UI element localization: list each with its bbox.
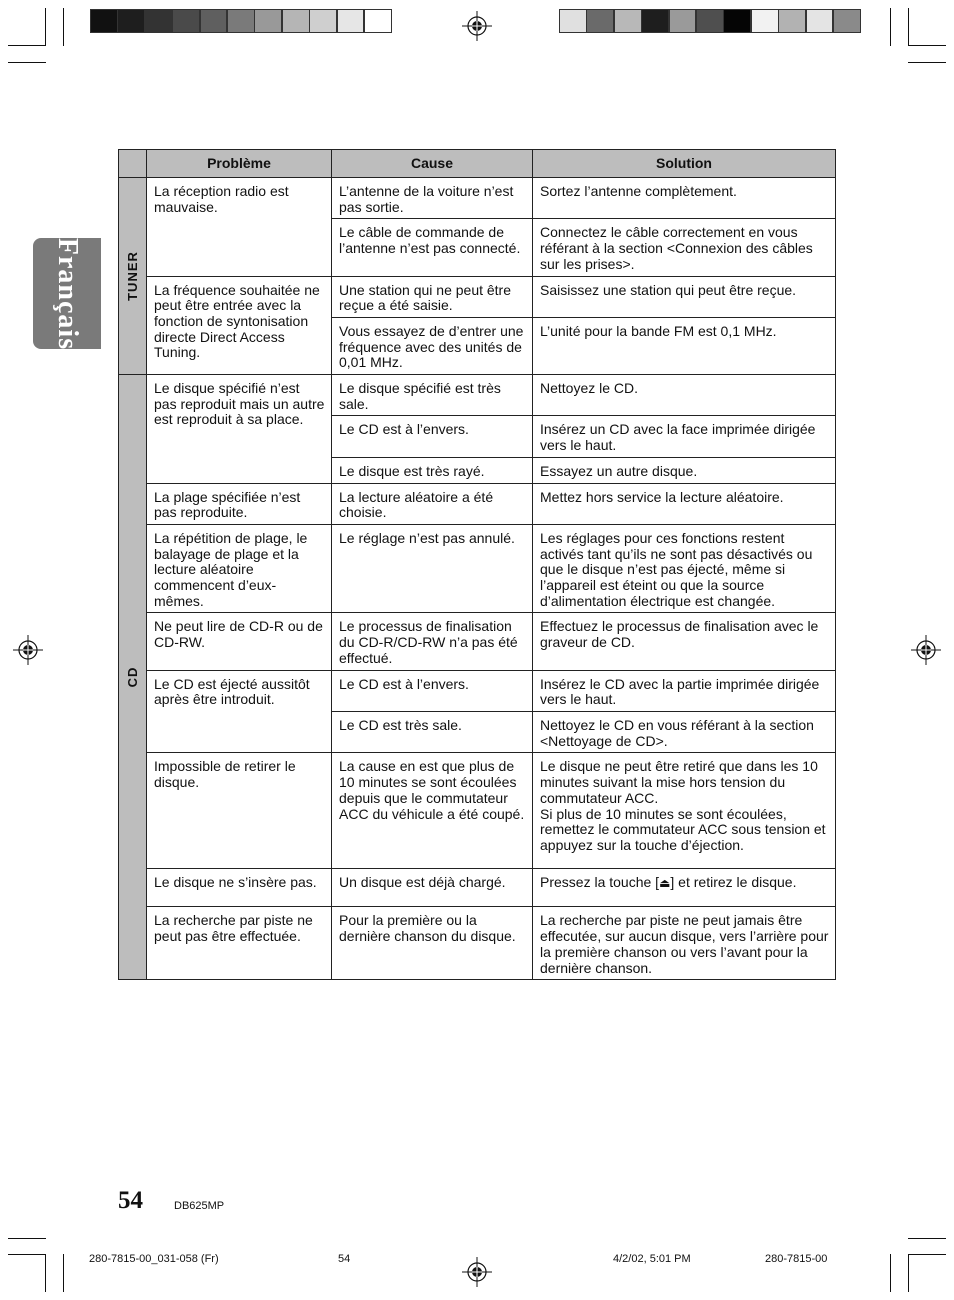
- file-info: 280-7815-00_031-058 (Fr): [89, 1253, 219, 1265]
- cause-cell: Le disque spécifié est très sale.: [332, 375, 533, 416]
- language-tab-label: Français: [52, 237, 83, 350]
- problem-cell: La fréquence souhaitée ne peut être entrée avec la fonction de syntonisation directe Direct Access Tuning.: [147, 276, 332, 375]
- color-swatch: [309, 9, 337, 33]
- color-swatch: [641, 9, 669, 33]
- solution-text-suffix: ] et retirez le disque.: [670, 874, 797, 891]
- page-number: 54: [118, 1187, 143, 1214]
- solution-cell: Mettez hors service la lecture aléatoire.: [533, 483, 836, 524]
- cause-cell: La cause en est que plus de 10 minutes se sont écoulées depuis que le commutateur ACC du véhicule a été coupé.: [332, 753, 533, 869]
- problem-cell: Impossible de retirer le disque.: [147, 753, 332, 869]
- table-row: [119, 613, 836, 670]
- solution-cell: Saisissez une station qui peut être reçue.: [533, 276, 836, 317]
- solution-cell: Nettoyez le CD en vous référant à la section <Nettoyage de CD>.: [533, 711, 836, 752]
- color-swatch: [254, 9, 282, 33]
- problem-cell: La plage spécifiée n’est pas reproduite.: [147, 483, 332, 524]
- solution-cell: Essayez un autre disque.: [533, 457, 836, 483]
- color-swatch: [282, 9, 310, 33]
- problem-cell: Le CD est éjecté aussitôt après être introduit.: [147, 670, 332, 753]
- color-swatch: [145, 9, 173, 33]
- solution-cell: La recherche par piste ne peut jamais être effecutée, sur aucun disque, vers l’arrière pour la première chanson ou vers l’avant pour la dernière chanson.: [533, 907, 836, 980]
- sheet-number: 54: [338, 1253, 351, 1265]
- color-swatch: [227, 9, 255, 33]
- solution-cell: Connectez le câble correctement en vous référant à la section <Connexion des câbles sur les prises>.: [533, 219, 836, 276]
- print-timestamp: 4/2/02, 5:01 PM: [613, 1253, 691, 1265]
- column-header-problem: Problème: [147, 150, 332, 178]
- problem-cell: Le disque spécifié n’est pas reproduit mais un autre est reproduit à sa place.: [147, 375, 332, 484]
- solution-cell: Sortez l’antenne complètement.: [533, 178, 836, 219]
- color-swatch: [806, 9, 834, 33]
- solution-cell: [533, 753, 836, 869]
- troubleshooting-table: [118, 149, 836, 980]
- color-swatch: [200, 9, 228, 33]
- color-swatch: [172, 9, 200, 33]
- problem-cell: Le disque ne s’insère pas.: [147, 869, 332, 907]
- color-swatch: [751, 9, 779, 33]
- table-row: [119, 375, 836, 416]
- cause-cell: Le CD est à l’envers.: [332, 416, 533, 457]
- problem-cell: La recherche par piste ne peut pas être effectuée.: [147, 907, 332, 980]
- color-swatch: [833, 9, 861, 33]
- registration-mark-icon: [911, 635, 941, 665]
- cause-cell: Le réglage n’est pas annulé.: [332, 524, 533, 613]
- cause-cell: Le CD est très sale.: [332, 711, 533, 752]
- eject-icon: ⏏: [659, 876, 671, 891]
- table-row: [119, 483, 836, 524]
- column-header-solution: Solution: [533, 150, 836, 178]
- table-row: [119, 670, 836, 711]
- column-header-cause: Cause: [332, 150, 533, 178]
- solution-text-prefix: Pressez la touche [: [540, 874, 660, 891]
- color-swatch: [669, 9, 697, 33]
- part-number: 280-7815-00: [765, 1253, 828, 1265]
- table-corner-cell: [119, 150, 147, 178]
- color-swatch: [364, 9, 392, 33]
- model-code: DB625MP: [174, 1200, 225, 1212]
- section-label-cd: CD: [124, 666, 140, 688]
- gray-scale-bar-right: [559, 0, 861, 40]
- table-row: [119, 753, 836, 869]
- cause-cell: Le processus de finalisation du CD-R/CD-RW n’a pas été effectué.: [332, 613, 533, 670]
- solution-cell: Nettoyez le CD.: [533, 375, 836, 416]
- cause-cell: L’antenne de la voiture n’est pas sortie.: [332, 178, 533, 219]
- table-row: [119, 524, 836, 613]
- solution-cell: [533, 869, 836, 907]
- problem-cell: La réception radio est mauvaise.: [147, 178, 332, 277]
- problem-cell: Ne peut lire de CD-R ou de CD-RW.: [147, 613, 332, 670]
- color-swatch: [559, 9, 587, 33]
- registration-mark-icon: [462, 11, 492, 41]
- cause-cell: Le CD est à l’envers.: [332, 670, 533, 711]
- cause-cell: La lecture aléatoire a été choisie.: [332, 483, 533, 524]
- registration-mark-icon: [462, 1257, 492, 1287]
- solution-cell: Insérez un CD avec la face imprimée dirigée vers le haut.: [533, 416, 836, 457]
- table-row: [119, 869, 836, 907]
- solution-cell: L’unité pour la bande FM est 0,1 MHz.: [533, 317, 836, 374]
- cause-cell: Le disque est très rayé.: [332, 457, 533, 483]
- color-swatch: [117, 9, 145, 33]
- table-row: [119, 907, 836, 980]
- gray-scale-bar-left: [90, 0, 392, 40]
- cause-cell: Un disque est déjà chargé.: [332, 869, 533, 907]
- table-header-row: [119, 150, 836, 178]
- section-tuner: [119, 178, 147, 375]
- cause-cell: Une station qui ne peut être reçue a été saisie.: [332, 276, 533, 317]
- color-swatch: [696, 9, 724, 33]
- cause-cell: Vous essayez de d’entrer une fréquence avec des unités de 0,01 MHz.: [332, 317, 533, 374]
- registration-mark-icon: [13, 635, 43, 665]
- color-swatch: [90, 9, 118, 33]
- solution-text: Le disque ne peut être retiré que dans les 10 minutes suivant la mise hors tension du commutateur ACC.: [540, 758, 818, 806]
- color-swatch: [586, 9, 614, 33]
- solution-text: Si plus de 10 minutes se sont écoulées, remettez le commutateur ACC sous tension et appuyez sur la touche d’éjection.: [540, 805, 826, 853]
- section-label-tuner: TUNER: [124, 251, 140, 301]
- solution-cell: Effectuez le processus de finalisation avec le graveur de CD.: [533, 613, 836, 670]
- section-cd: [119, 375, 147, 980]
- cause-cell: Pour la première ou la dernière chanson du disque.: [332, 907, 533, 980]
- solution-cell: Insérez le CD avec la partie imprimée dirigée vers le haut.: [533, 670, 836, 711]
- solution-cell: Les réglages pour ces fonctions restent activés tant qu’ils ne sont pas désactivés ou que le disque n’est pas éjecté, même si l’appareil est éteint ou que la source d’alimentation électrique est changée.: [533, 524, 836, 613]
- color-swatch: [723, 9, 751, 33]
- cause-cell: Le câble de commande de l’antenne n’est pas connecté.: [332, 219, 533, 276]
- color-swatch: [337, 9, 365, 33]
- color-swatch: [778, 9, 806, 33]
- color-swatch: [614, 9, 642, 33]
- table-row: [119, 276, 836, 317]
- language-tab: [33, 238, 101, 349]
- problem-cell: La répétition de plage, le balayage de plage et la lecture aléatoire commencent d’eux-mêmes.: [147, 524, 332, 613]
- table-row: [119, 178, 836, 219]
